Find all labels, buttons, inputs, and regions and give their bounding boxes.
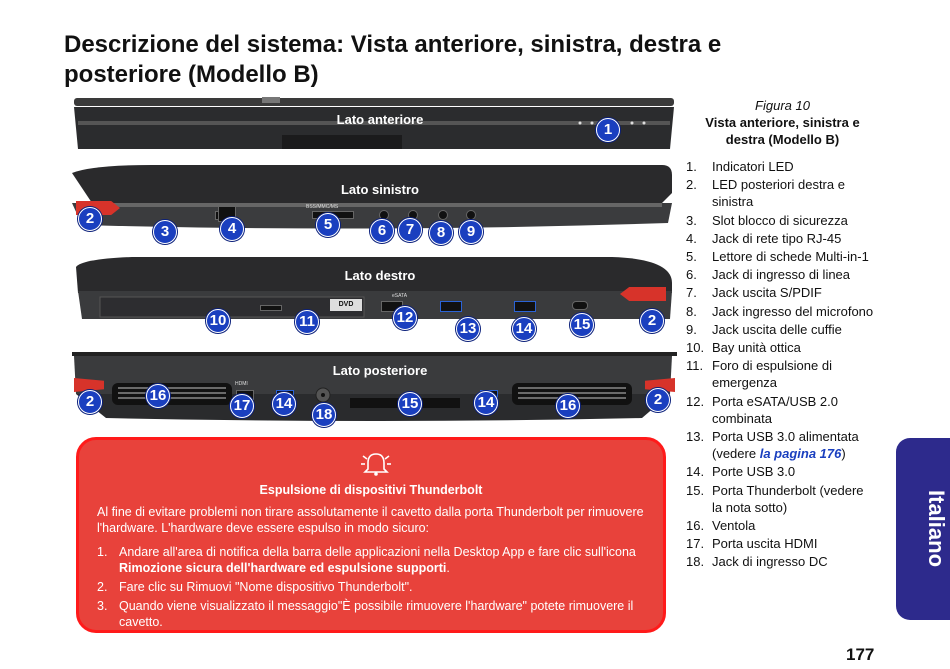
warning-step bbox=[97, 544, 653, 576]
led-strip bbox=[620, 287, 666, 301]
callout-badge: 8 bbox=[429, 221, 453, 245]
callout-badge: 12 bbox=[393, 306, 417, 330]
language-tab-label: Italiano bbox=[924, 490, 949, 568]
warning-bell-icon bbox=[359, 450, 393, 476]
callout-badge: 2 bbox=[640, 309, 664, 333]
legend-item bbox=[686, 212, 876, 229]
legend-list bbox=[686, 158, 876, 572]
figure-number: Figura 10 bbox=[755, 98, 810, 113]
callout-badge: 11 bbox=[295, 310, 319, 334]
hdmi-label: HDMI bbox=[235, 381, 248, 387]
left-view bbox=[72, 163, 677, 245]
callout-badge: 4 bbox=[220, 217, 244, 241]
optical-drive-label: DVD bbox=[330, 299, 362, 311]
legend-item bbox=[686, 517, 876, 534]
legend-text: LED posteriori destra e sinistra bbox=[712, 177, 845, 210]
legend-text: Porte USB 3.0 bbox=[712, 464, 796, 480]
legend-item bbox=[686, 482, 876, 516]
figure-caption bbox=[685, 97, 880, 148]
callout-badge: 5 bbox=[316, 213, 340, 237]
front-view-label: Lato anteriore bbox=[336, 112, 424, 127]
legend-item bbox=[686, 176, 876, 210]
callout-badge: 15 bbox=[398, 392, 422, 416]
legend-number: 1. bbox=[686, 159, 697, 174]
callout-badge: 3 bbox=[153, 220, 177, 244]
audio-jack bbox=[438, 210, 448, 220]
step-number: 1. bbox=[97, 545, 108, 559]
legend-item bbox=[686, 463, 876, 480]
legend-item bbox=[686, 535, 876, 552]
legend-text: Jack uscita S/PDIF bbox=[712, 285, 822, 301]
legend-item bbox=[686, 230, 876, 247]
step-number: 2. bbox=[97, 580, 108, 594]
thunderbolt-port bbox=[572, 301, 588, 310]
legend-number: 15. bbox=[686, 482, 705, 498]
legend-number: 3. bbox=[686, 212, 697, 228]
legend-number: 8. bbox=[686, 303, 697, 319]
left-view-label: Lato sinistro bbox=[340, 182, 419, 197]
legend-text: Jack di rete tipo RJ-45 bbox=[712, 230, 842, 246]
card-slot-label: BSS/MMC/MS bbox=[306, 204, 339, 210]
legend-text: Foro di espulsione di emergenza bbox=[712, 358, 832, 391]
legend-item bbox=[686, 321, 876, 338]
callout-badge: 2 bbox=[78, 390, 102, 414]
page-link[interactable]: la pagina 176 bbox=[759, 446, 842, 462]
legend-text: Ventola bbox=[712, 518, 756, 534]
callout-badge: 1 bbox=[596, 118, 620, 142]
step-text: Fare clic su Rimuovi "Nome dispositivo Thunderbolt". bbox=[119, 580, 413, 594]
legend-number: 2. bbox=[686, 177, 697, 193]
step-text: Quando viene visualizzato il messaggio"È possibile rimuovere l'hardware" potete rimuovere il cavetto. bbox=[119, 599, 634, 629]
legend-text: Bay unità ottica bbox=[712, 340, 801, 356]
legend-number: 4. bbox=[686, 230, 697, 246]
legend-item bbox=[686, 248, 876, 265]
warning-steps bbox=[97, 544, 653, 633]
usb3-port bbox=[514, 301, 536, 312]
legend-item bbox=[686, 266, 876, 283]
legend-text: Porta uscita HDMI bbox=[712, 536, 818, 552]
callout-badge: 6 bbox=[370, 219, 394, 243]
callout-badge: 16 bbox=[146, 384, 170, 408]
warning-step bbox=[97, 598, 653, 630]
legend-number: 11. bbox=[686, 358, 704, 374]
legend-text: Porta USB 3.0 alimentata (vedere bbox=[712, 429, 859, 462]
callout-badge: 14 bbox=[512, 317, 536, 341]
legend-text: Jack uscita delle cuffie bbox=[712, 321, 842, 337]
callout-badge: 13 bbox=[456, 317, 480, 341]
callout-badge: 17 bbox=[230, 394, 254, 418]
emergency-eject-hole bbox=[260, 305, 282, 311]
right-view bbox=[72, 253, 677, 343]
warning-step bbox=[97, 579, 653, 595]
thunderbolt-warning-box bbox=[76, 437, 666, 633]
legend-text: Jack di ingresso DC bbox=[712, 554, 828, 570]
legend-text: Indicatori LED bbox=[712, 159, 794, 174]
callout-badge: 16 bbox=[556, 394, 580, 418]
legend-number: 18. bbox=[686, 554, 705, 570]
legend-item bbox=[686, 553, 876, 570]
usb3-port bbox=[440, 301, 462, 312]
legend-number: 9. bbox=[686, 321, 697, 337]
warning-intro: Al fine di evitare problemi non tirare assolutamente il cavetto dalla porta Thunderbolt per rimuovere l'hardware. L'hardware deve essere espulso in modo sicuro: bbox=[97, 505, 644, 535]
figure-title: Vista anteriore, sinistra e destra (Modello B) bbox=[705, 115, 860, 147]
step-number: 3. bbox=[97, 599, 108, 613]
legend-number: 14. bbox=[686, 464, 705, 480]
legend-item bbox=[686, 339, 876, 356]
callout-badge: 14 bbox=[474, 391, 498, 415]
rear-view bbox=[72, 350, 677, 430]
legend-number: 13. bbox=[686, 429, 705, 445]
legend-text: Jack di ingresso di linea bbox=[712, 267, 851, 283]
callout-badge: 2 bbox=[78, 207, 102, 231]
page-title: Descrizione del sistema: Vista anteriore, sinistra, destra e posteriore (Modello B) bbox=[64, 31, 722, 88]
legend-text: Porta eSATA/USB 2.0 combinata bbox=[712, 393, 838, 426]
legend-item bbox=[686, 158, 876, 175]
legend-number: 17. bbox=[686, 536, 705, 552]
legend-item bbox=[686, 428, 876, 462]
legend-item bbox=[686, 303, 876, 320]
page-number: 177 bbox=[846, 645, 875, 664]
callout-badge: 2 bbox=[646, 388, 670, 412]
legend-number: 10. bbox=[686, 340, 705, 356]
legend-number: 7. bbox=[686, 285, 697, 301]
language-tab bbox=[896, 438, 950, 620]
step-text-suffix: . bbox=[446, 561, 450, 575]
legend-item bbox=[686, 284, 876, 301]
rear-view-label: Lato posteriore bbox=[332, 363, 428, 378]
legend-text: Lettore di schede Multi-in-1 bbox=[712, 249, 869, 265]
legend-item bbox=[686, 393, 876, 427]
legend-text-suffix: ) bbox=[841, 446, 846, 462]
step-text: Andare all'area di notifica della barra delle applicazioni nella Desktop App e fare clic sull'icona bbox=[119, 545, 636, 559]
callout-badge: 10 bbox=[206, 309, 230, 333]
legend-number: 6. bbox=[686, 267, 697, 283]
callout-badge: 9 bbox=[459, 220, 483, 244]
callout-badge: 18 bbox=[312, 403, 336, 427]
audio-jack bbox=[466, 210, 476, 220]
warning-title: Espulsione di dispositivi Thunderbolt bbox=[259, 483, 483, 497]
right-view-label: Lato destro bbox=[344, 268, 416, 283]
legend-text: Jack ingresso del microfono bbox=[712, 303, 874, 319]
legend-item bbox=[686, 357, 876, 391]
legend-text: Slot blocco di sicurezza bbox=[712, 212, 848, 228]
callout-badge: 7 bbox=[398, 218, 422, 242]
front-view bbox=[72, 95, 677, 157]
legend-number: 16. bbox=[686, 518, 705, 534]
legend-text: Porta Thunderbolt (vedere la nota sotto) bbox=[712, 482, 864, 515]
callout-badge: 14 bbox=[272, 392, 296, 416]
legend-number: 12. bbox=[686, 393, 705, 409]
step-emphasis: Rimozione sicura dell'hardware ed espulsione supporti bbox=[119, 561, 447, 575]
callout-badge: 15 bbox=[570, 313, 594, 337]
legend-number: 5. bbox=[686, 249, 697, 265]
esata-label: eSATA bbox=[392, 293, 408, 299]
laptop-figure bbox=[72, 95, 677, 430]
